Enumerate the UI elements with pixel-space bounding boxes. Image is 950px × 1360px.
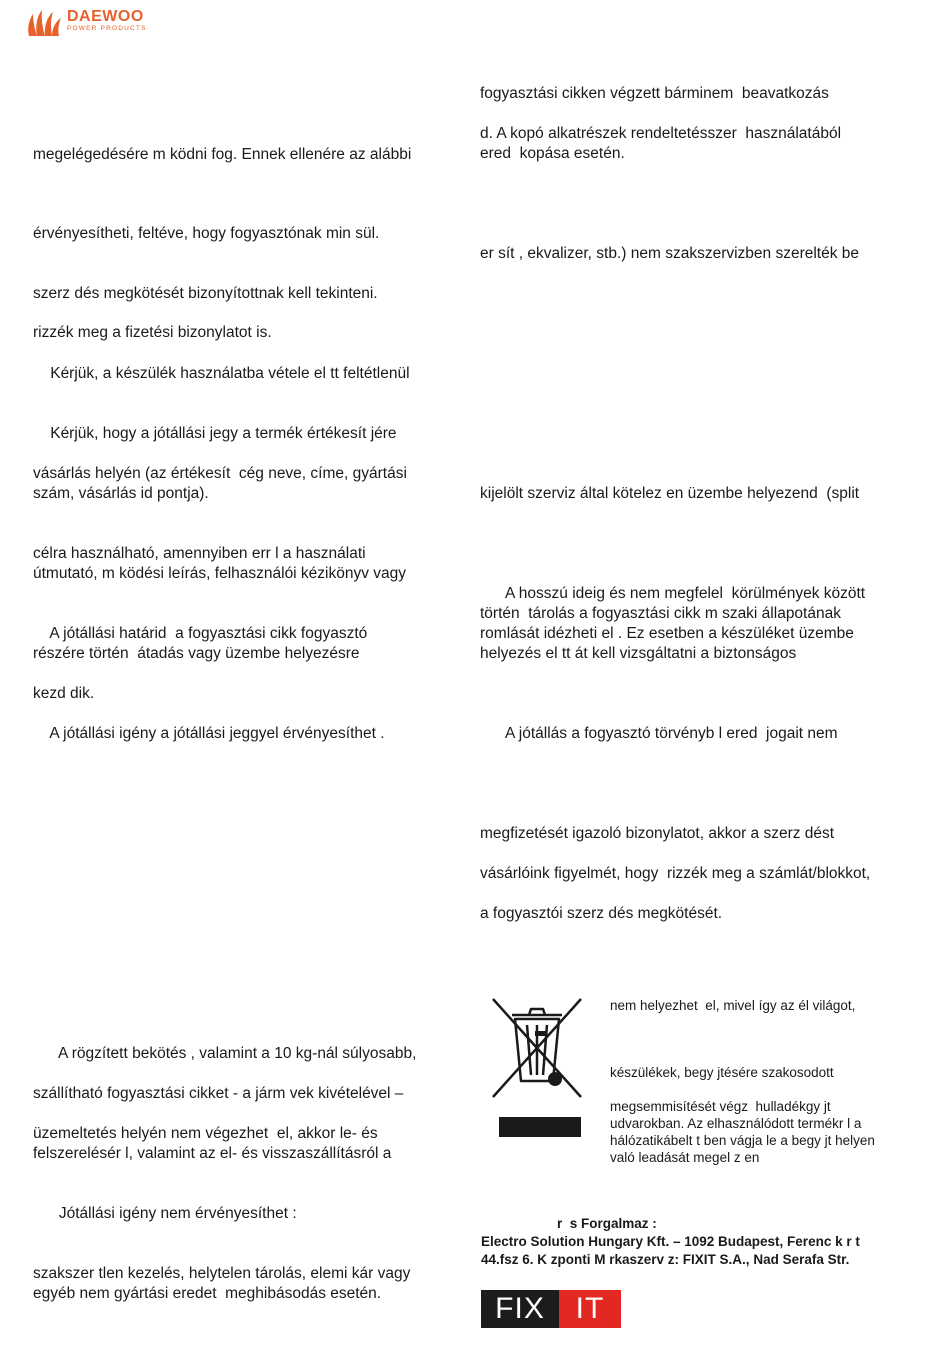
crossed-out-bin-icon — [487, 993, 587, 1143]
left-line: kezd dik. — [33, 685, 95, 702]
left-line: szerz dés megkötését bizonyítottnak kell tekinteni. — [33, 285, 378, 302]
brand-name: DAEWOO — [67, 8, 144, 25]
left-line: A jótállási határid a fogyasztási cikk fogyasztó — [33, 625, 368, 642]
left-line: rizzék meg a fizetési bizonylatot is. — [33, 324, 272, 341]
weee-line: való leadását megel z en — [610, 1150, 760, 1165]
weee-line: hálózatikábelt t ben vágja le a begy jt helyen — [610, 1133, 875, 1148]
left-line: üzemeltetés helyén nem végezhet el, akkor le- és — [33, 1125, 378, 1142]
left-line: részére történ átadás vagy üzembe helyezésre — [33, 645, 360, 662]
left-line: felszerelésér l, valamint az el- és visszaszállításról a — [33, 1145, 392, 1162]
fixit-logo-fix: FIX — [481, 1290, 559, 1328]
weee-line: udvarokban. Az elhasználódott termékr l a — [610, 1116, 862, 1131]
distributor-label: r s Forgalmaz : — [557, 1216, 657, 1231]
left-line: egyéb nem gyártási eredet meghibásodás esetén. — [33, 1285, 382, 1302]
left-line: útmutató, m ködési leírás, felhasználói kézikönyv vagy — [33, 565, 407, 582]
left-line: érvényesítheti, feltéve, hogy fogyasztónak min sül. — [33, 225, 380, 242]
distributor-address-line: 44.fsz 6. K zponti M rkaszerv z: FIXIT S.A., Nad Serafa Str. — [481, 1252, 850, 1267]
weee-line: nem helyezhet el, mivel így az él világot, — [610, 998, 856, 1013]
weee-line: megsemmisítését végz hulladékgy jt — [610, 1099, 831, 1114]
right-line: a fogyasztói szerz dés megkötését. — [480, 905, 723, 922]
flame-icon — [25, 8, 65, 38]
right-line: megfizetését igazoló bizonylatot, akkor a szerz dést — [480, 825, 835, 842]
left-line: A rögzített bekötés , valamint a 10 kg-nál súlyosabb, — [33, 1045, 417, 1062]
right-line: vásárlóink figyelmét, hogy rizzék meg a számlát/blokkot, — [480, 865, 871, 882]
left-line: A jótállási igény a jótállási jeggyel érvényesíthet . — [33, 725, 385, 742]
right-line: romlását idézheti el . Ez esetben a készüléket üzembe — [480, 625, 854, 642]
left-line: Kérjük, a készülék használatba vétele el tt feltétlenül — [33, 365, 410, 382]
right-line: A hosszú ideig és nem megfelel körülmények között — [480, 585, 866, 602]
left-line: Kérjük, hogy a jótállási jegy a termék értékesít jére — [33, 425, 397, 442]
daewoo-logo — [25, 8, 165, 38]
left-line: vásárlás helyén (az értékesít cég neve, címe, gyártási — [33, 465, 407, 482]
brand-subtitle: POWER PRODUCTS — [67, 25, 147, 32]
right-line: helyezés el tt át kell vizsgáltatni a biztonságos — [480, 645, 797, 662]
left-line: megelégedésére m ködni fog. Ennek ellenére az alábbi — [33, 146, 412, 163]
right-line: A jótállás a fogyasztó törvényb l ered jogait nem — [480, 725, 838, 742]
left-line: szám, vásárlás id pontja). — [33, 485, 209, 502]
left-line: célra használható, amennyiben err l a használati — [33, 545, 366, 562]
fixit-logo-it: IT — [559, 1290, 621, 1328]
right-line: d. A kopó alkatrészek rendeltetésszer használatából — [480, 125, 842, 142]
right-line: történ tárolás a fogyasztási cikk m szaki állapotának — [480, 605, 841, 622]
distributor-address-line: Electro Solution Hungary Kft. – 1092 Budapest, Ferenc k r t — [481, 1234, 860, 1249]
right-line: kijelölt szerviz által kötelez en üzembe helyezend (split — [480, 485, 860, 502]
left-line: szállítható fogyasztási cikket - a járm vek kivételével – — [33, 1085, 404, 1102]
left-line: Jótállási igény nem érvényesíthet : — [33, 1205, 297, 1222]
right-line: er sít , ekvalizer, stb.) nem szakszervizben szerelték be — [480, 245, 860, 262]
right-line: ered kopása esetén. — [480, 145, 625, 162]
right-line: fogyasztási cikken végzett bárminem beavatkozás — [480, 85, 829, 102]
weee-line: készülékek, begy jtésére szakosodott — [610, 1065, 834, 1080]
fixit-logo — [481, 1290, 621, 1328]
left-line: szakszer tlen kezelés, helytelen tárolás, elemi kár vagy — [33, 1265, 411, 1282]
